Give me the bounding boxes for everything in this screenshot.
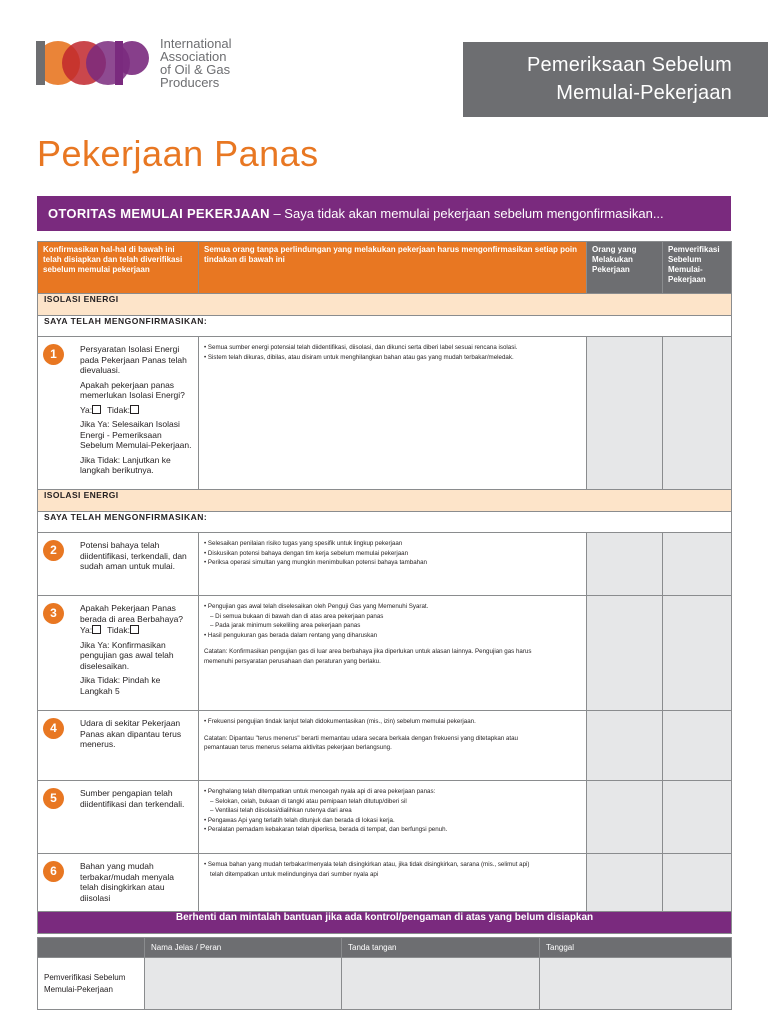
step-3-cell: 3 Apakah Pekerjaan Panas berada di area Berbahaya? Ya: Tidak: Jika Ya: Konfirmasikan pengujian gas awal telah diselesaikan. Jika Tidak: Pindah ke Langkah 5 [38,596,199,711]
worker-check-cell[interactable] [587,711,663,781]
step-number: 1 [43,344,64,365]
step-5-cell: 5 Sumber pengapian telah diidentifikasi dan terkendali. [38,781,199,854]
section-row [38,294,732,316]
step-row-6 [38,854,732,912]
step-2-details: • Selesaikan penilaian risiko tugas yang spesifik untuk lingkup pekerjaan • Diskusikan potensi bahaya dengan tim kerja sebelum memulai pekerjaan • Periksa operasi simultan yang mungkin menimbulkan potensi bahaya tambahan [199,533,587,596]
ya-checkbox[interactable] [92,625,101,634]
sig-header-signature: Tanda tangan [342,938,540,958]
signature-header-row [38,938,732,958]
step-row-1 [38,337,732,490]
step-1-details: • Semua sumber energi potensial telah diidentifikasi, diisolasi, dan dikunci serta diberi label sesuai rencana isolasi. • Sistem telah dikuras, dibilas, atau disiram untuk menghilangkan bahan atau gas yang mudah terbakar/meledak. [199,337,587,490]
sig-header-name: Nama Jelas / Peran [145,938,342,958]
step-6-details: • Semua bahan yang mudah terbakar/menyala telah disingkirkan atau, jika tidak disingkirkan, sarana (mis., selimut api) telah ditempatkan untuk melindunginya dari sumber nyala api [199,854,587,912]
step-2-cell: 2 Potensi bahaya telah diidentifikasi, terkendali, dan sudah aman untuk mulai. [38,533,199,596]
step-5-details: • Penghalang telah ditempatkan untuk mencegah nyala api di area pekerjaan panas: – Selokan, celah, bukaan di tangki atau pemipaan telah ditutup/diberi sil – Ventilasi telah diisolasi/dialihkan rutenya dari area • Pengawas Api yang terlatih telah ditunjuk dan berada di lokasi kerja. • Peralatan pemadam kebakaran telah diperiksa, berada di tempat, dan berfungsi penuh. [199,781,587,854]
section-title: ISOLASI ENERGI [38,490,732,512]
section-row [38,490,732,512]
worker-check-cell[interactable] [587,533,663,596]
org-name: International Association of Oil & Gas Producers [160,36,232,90]
confirm-label: SAYA TELAH MENGONFIRMASIKAN: [38,512,732,533]
step-1-cell: 1 Persyaratan Isolasi Energi pada Pekerjaan Panas telah dievaluasi. Apakah pekerjaan panas memerlukan Isolasi Energi? Ya: Tidak: Jika Ya: Selesaikan Isolasi Energi - Pemeriksaan Sebelum Memulai-Pekerjaan. Jika Tidak: Lanjutkan ke langkah berikutnya. [38,337,199,490]
step-3-details: • Pengujian gas awal telah diselesaikan oleh Penguji Gas yang Memenuhi Syarat. – Di semua bukaan di bawah dan di atas area pekerjaan panas – Pada jarak minimum sekeliling area pekerjaan panas • Hasil pengukuran gas berada dalam rentang yang diharuskan Catatan: Konfirmasikan pengujian gas di luar area berbahaya jika diperlukan untuk alasan lainnya. Pengujian gas harus memenuhi persyaratan perusahaan dan peraturan yang berlaku. [199,596,587,711]
authority-banner: OTORITAS MEMULAI PEKERJAAN – Saya tidak akan memulai pekerjaan sebelum mengonfirmasikan... [37,196,731,231]
header-confirm: Konfirmasikan hal-hal di bawah ini telah disiapkan dan telah diverifikasi sebelum memulai pekerjaan [38,242,199,294]
verifier-check-cell[interactable] [663,533,732,596]
sig-header-date: Tanggal [540,938,732,958]
step-6-cell: 6 Bahan yang mudah terbakar/mudah menyala telah disingkirkan atau diisolasi [38,854,199,912]
worker-check-cell[interactable] [587,854,663,912]
signature-table [37,937,732,1010]
tidak-checkbox[interactable] [130,625,139,634]
step-row-2 [38,533,732,596]
verifier-check-cell[interactable] [663,711,732,781]
header-worker: Orang yang Melakukan Pekerjaan [587,242,663,294]
confirm-row [38,512,732,533]
page-title: Pekerjaan Panas [37,133,319,174]
confirm-label: SAYA TELAH MENGONFIRMASIKAN: [38,316,732,337]
step-number: 4 [43,718,64,739]
confirm-row [38,316,732,337]
verifier-check-cell[interactable] [663,596,732,711]
signature-field[interactable] [342,958,540,1010]
step-row-4 [38,711,732,781]
sig-row-label: Pemverifikasi Sebelum Memulai-Pekerjaan [38,958,145,1010]
step-4-cell: 4 Udara di sekitar Pekerjaan Panas akan dipantau terus menerus. [38,711,199,781]
sig-header-blank [38,938,145,958]
tidak-checkbox[interactable] [130,405,139,414]
verifier-check-cell[interactable] [663,337,732,490]
header-all-persons: Semua orang tanpa perlindungan yang melakukan pekerjaan harus mengonfirmasikan setiap poin tindakan di bawah ini [199,242,587,294]
step-number: 3 [43,603,64,624]
ya-checkbox[interactable] [92,405,101,414]
step-number: 2 [43,540,64,561]
table-header-row [38,242,732,294]
step-row-3 [38,596,732,711]
stop-banner: Berhenti dan mintalah bantuan jika ada kontrol/pengaman di atas yang belum disiapkan [38,912,732,934]
name-field[interactable] [145,958,342,1010]
date-field[interactable] [540,958,732,1010]
step-number: 6 [43,861,64,882]
worker-check-cell[interactable] [587,596,663,711]
step-row-5 [38,781,732,854]
worker-check-cell[interactable] [587,337,663,490]
section-title: ISOLASI ENERGI [38,294,732,316]
signature-row [38,958,732,1010]
header-verifier: Pemverifikasi Sebelum Memulai-Pekerjaan [663,242,732,294]
step-4-details: • Frekuensi pengujian tindak lanjut telah didokumentasikan (mis., izin) sebelum memulai pekerjaan. Catatan: Dipantau "terus menerus" berarti memantau udara secara berkala dengan frekuensi yang ditetapkan atau pemantauan terus menerus selama aktivitas pekerjaan berlangsung. [199,711,587,781]
verifier-check-cell[interactable] [663,854,732,912]
stop-banner-row [38,912,732,934]
document-title: Pemeriksaan Sebelum Memulai-Pekerjaan [463,42,768,117]
worker-check-cell[interactable] [587,781,663,854]
checklist-table [37,241,732,934]
step-number: 5 [43,788,64,809]
verifier-check-cell[interactable] [663,781,732,854]
